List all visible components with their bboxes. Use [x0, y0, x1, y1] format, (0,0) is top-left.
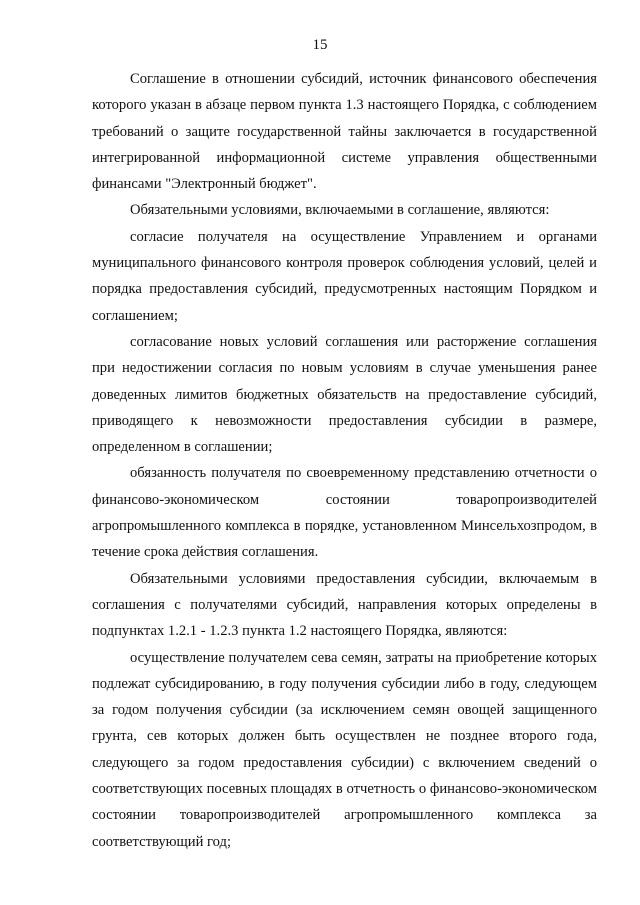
paragraph-mandatory-conditions-intro: Обязательными условиями, включаемыми в соглашение, являются:	[130, 202, 550, 219]
paragraph-subsidy-conditions-intro: Обязательными условиями предоставления субсидии, включаемым в соглашения с получателями субсидий, направления которых определены в подпунктах 1.2.1 - 1.2.3 пункта 1.2 настоящего Порядка, являются:	[92, 570, 597, 640]
paragraph-reporting-obligation: обязанность получателя по своевременному представлению отчетности о финансово-экономическом состоянии товаропроизводителей агропромышленного комплекса в порядке, установленном Минсельхозпродом, в течение срока действия соглашения.	[92, 465, 597, 561]
paragraph-consent-to-inspections: согласие получателя на осуществление Управлением и органами муниципального финансового контроля проверок соблюдения условий, целей и порядка предоставления субсидий, предусмотренных настоящим Порядком и соглашением;	[92, 228, 597, 324]
paragraph-agreement-system: Соглашение в отношении субсидий, источник финансового обеспечения которого указан в абзаце первом пункта 1.3 настоящего Порядка, с соблюдением требований о защите государственной тайны заключается в государственной интегрированной информационной системе управления общественными финансами "Электронный бюджет".	[92, 71, 597, 193]
page-number: 15	[312, 37, 328, 53]
paragraph-seed-sowing-condition: осуществление получателем сева семян, затраты на приобретение которых подлежат субсидированию, в году получения субсидии либо в году, следующем за годом получения субсидии (за исключением семян овощей защищенного грунта, сев которых должен быть осуществлен не позднее второго года, следующего за годом предоставления субсидии) с включением сведений о соответствующих посевных площадях в отчетность о финансово-экономическом состоянии товаропроизводителей агропромышленного комплекса за соответствующий год;	[92, 649, 597, 850]
paragraph-new-conditions-or-termination: согласование новых условий соглашения или расторжение соглашения при недостижении согласия по новым условиям в случае уменьшения ранее доведенных лимитов бюджетных обязательств на предоставление субсидий, приводящего к невозможности предоставления субсидии в размере, определенном в соглашении;	[92, 333, 597, 456]
document-body	[92, 66, 597, 855]
